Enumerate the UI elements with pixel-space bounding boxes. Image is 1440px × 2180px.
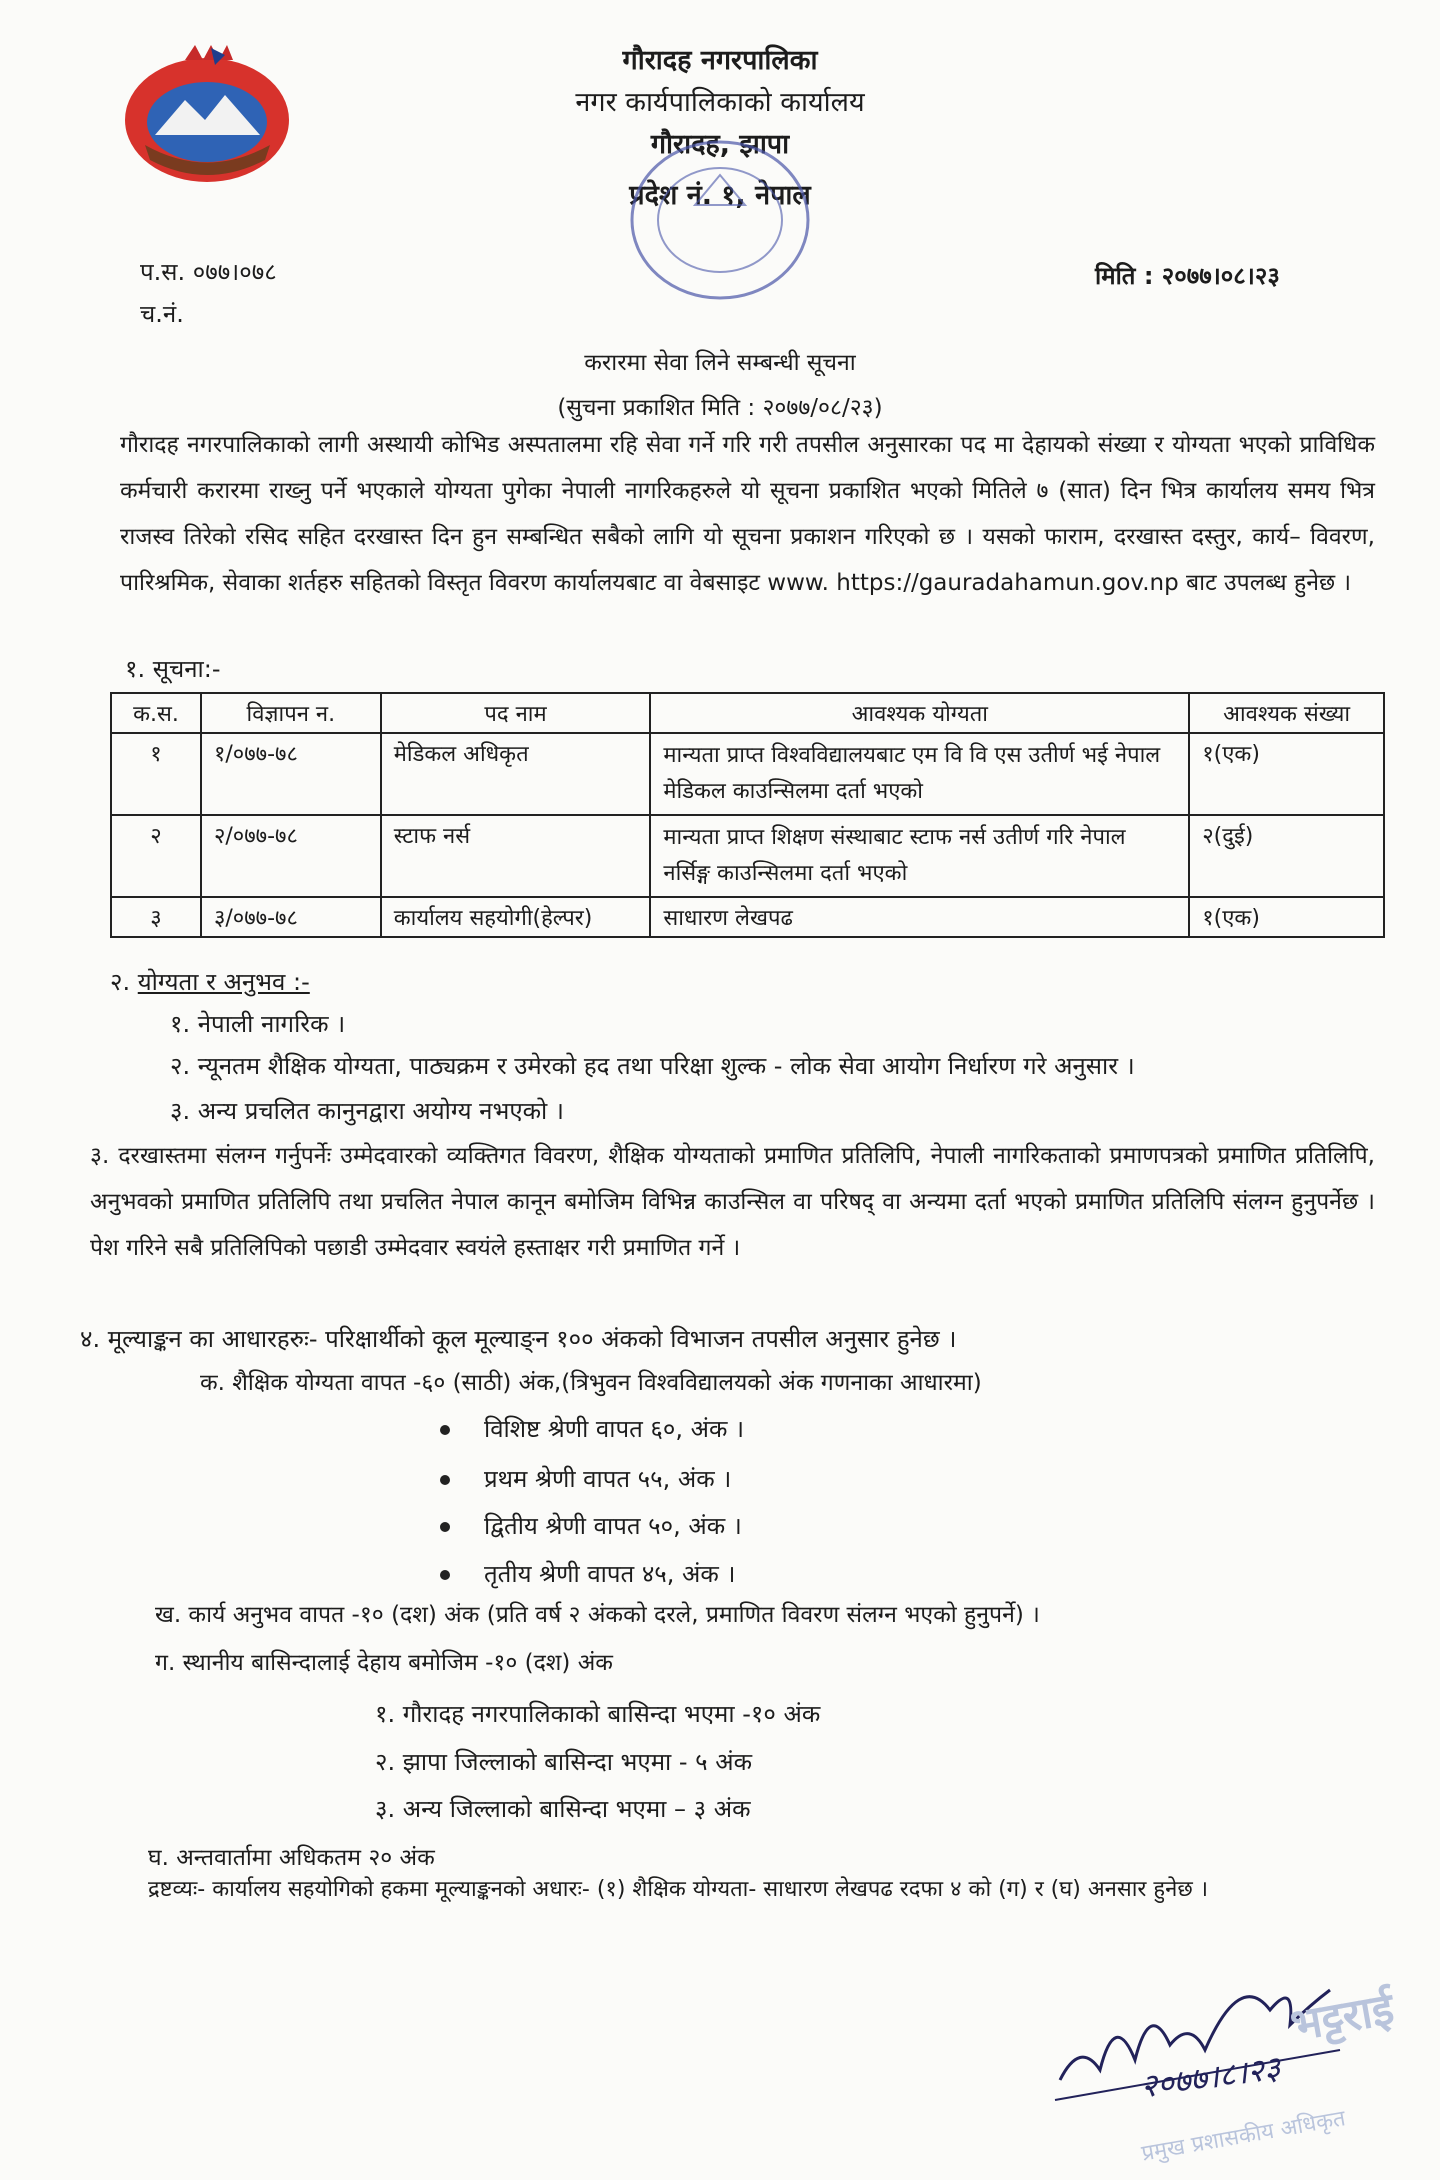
column-header-count: आवश्यक संख्या xyxy=(1189,693,1384,733)
notice-title: करारमा सेवा लिने सम्बन्धी सूचना xyxy=(584,350,856,376)
qualification-item: २. न्यूनतम शैक्षिक योग्यता, पाठ्यक्रम र उमेरको हद तथा परिक्षा शुल्क - लोक सेवा आयोग निर्धारण गरे अनुसार । xyxy=(170,1052,1135,1080)
criteria-interview: घ. अन्तवार्तामा अधिकतम २० अंक xyxy=(148,1845,435,1871)
table-row xyxy=(111,897,1384,937)
grade-item xyxy=(440,1415,744,1444)
column-header-serial: क.स. xyxy=(111,693,201,733)
cell-count: १(एक) xyxy=(1189,733,1384,815)
cell-post-name: कार्यालय सहयोगी(हेल्पर) xyxy=(381,897,651,937)
table-row xyxy=(111,815,1384,897)
residence-item: ३. अन्य जिल्लाको बासिन्दा भएमा – ३ अंक xyxy=(375,1795,751,1823)
cell-post-name: मेडिकल अधिकृत xyxy=(381,733,651,815)
cell-qualification: मान्यता प्राप्त शिक्षण संस्थाबाट स्टाफ नर्स उतीर्ण गरि नेपाल नर्सिङ्ग काउन्सिलमा दर्ता भएको xyxy=(650,815,1189,897)
residence-item: १. गौरादह नगरपालिकाको बासिन्दा भएमा -१० अंक xyxy=(375,1700,821,1728)
qualification-item: ३. अन्य प्रचलित कानुनद्वारा अयोग्य नभएको । xyxy=(170,1097,564,1125)
note-paragraph: द्रष्टव्यः- कार्यालय सहयोगिको हकमा मूल्याङ्कनको अधारः- (१) शैक्षिक योग्यता- साधारण लेखपढ रदफा ४ को (ग) र (घ) अनसार हुनेछ । xyxy=(148,1877,1209,1902)
criteria-education: क. शैक्षिक योग्यता वापत -६० (साठी) अंक,(त्रिभुवन विश्वविद्यालयको अंक गणनाका आधारमा) xyxy=(200,1370,982,1396)
notice-published-date: (सुचना प्रकाशित मिति : २०७७/०८/२३) xyxy=(557,395,883,421)
municipality-name: गौरादह नगरपालिका xyxy=(622,45,818,76)
cell-qualification: मान्यता प्राप्त विश्वविद्यालयबाट एम वि वि एस उतीर्ण भई नेपाल मेडिकल काउन्सिलमा दर्ता भएको xyxy=(650,733,1189,815)
residence-item: २. झापा जिल्लाको बासिन्दा भएमा - ५ अंक xyxy=(375,1748,753,1776)
grade-item xyxy=(440,1465,731,1494)
signatory-seal-title: प्रमुख प्रशासकीय अधिकृत xyxy=(1139,2106,1348,2167)
criteria-residence: ग. स्थानीय बासिन्दालाई देहाय बमोजिम -१० (दश) अंक xyxy=(155,1650,613,1676)
reference-number: प.स. ०७७।०७८ xyxy=(140,258,277,286)
cell-ad-number: २/०७७-७८ xyxy=(201,815,381,897)
section-3-paragraph: ३. दरखास्तमा संलग्न गर्नुपर्नेः उम्मेदवारको व्यक्तिगत विवरण, शैक्षिक योग्यताको प्रमाणित प्रतिलिपि, नेपाली नागरिकताको प्रमाणपत्रको प्रमाणित प्रतिलिपि, अनुभवको प्रमाणित प्रतिलिपि तथा प्रचलित नेपाल कानून बमोजिम विभिन्न काउन्सिल वा परिषद् वा अन्यमा दर्ता भएको प्रमाणित प्रतिलिपि संलग्न हुनुपर्नेछ ।पेश गरिने सबै प्रतिलिपिको पछाडी उम्मेदवार स्वयंले हस्ताक्षर गरी प्रमाणित गर्ने । xyxy=(90,1143,1375,1261)
grade-label: द्वितीय श्रेणी वापत ५०, अंक । xyxy=(484,1512,742,1540)
office-stamp xyxy=(625,135,815,305)
cell-serial: ३ xyxy=(111,897,201,937)
cell-serial: १ xyxy=(111,733,201,815)
qualification-item: १. नेपाली नागरिक । xyxy=(170,1010,346,1038)
cell-qualification: साधारण लेखपढ xyxy=(650,897,1189,937)
bullet-icon xyxy=(440,1475,450,1485)
cell-ad-number: ३/०७७-७८ xyxy=(201,897,381,937)
section-1-heading: १. सूचना:- xyxy=(125,655,221,683)
section-2-number: २. xyxy=(110,968,131,996)
cell-serial: २ xyxy=(111,815,201,897)
table-header-row xyxy=(111,693,1384,733)
grade-label: विशिष्ट श्रेणी वापत ६०, अंक । xyxy=(484,1415,745,1443)
section-2-heading xyxy=(110,968,310,997)
column-header-qualification: आवश्यक योग्यता xyxy=(650,693,1189,733)
grade-item xyxy=(440,1560,736,1589)
column-header-post-name: पद नाम xyxy=(381,693,651,733)
cell-count: २(दुई) xyxy=(1189,815,1384,897)
bullet-icon xyxy=(440,1570,450,1580)
section-4-heading: ४. मूल्याङ्कन का आधारहरुः- परिक्षार्थीको कूल मूल्याङ्न १०० अंकको विभाजन तपसील अनुसार हुनेछ । xyxy=(80,1325,957,1353)
province-line: प्रदेश नं. १, नेपाल xyxy=(629,180,811,211)
grade-item xyxy=(440,1512,742,1541)
bullet-icon xyxy=(440,1522,450,1532)
cell-post-name: स्टाफ नर्स xyxy=(381,815,651,897)
office-location: गौरादह, झापा xyxy=(650,129,790,160)
section-2-title: योग्यता र अनुभव :- xyxy=(137,968,310,996)
table-row xyxy=(111,733,1384,815)
issue-date: मिति : २०७७।०८।२३ xyxy=(1095,262,1280,290)
office-name: नगर कार्यपालिकाको कार्यालय xyxy=(575,87,865,118)
vacancy-table xyxy=(110,692,1385,938)
dispatch-number: च.नं. xyxy=(140,300,184,328)
cell-count: १(एक) xyxy=(1189,897,1384,937)
grade-label: प्रथम श्रेणी वापत ५५, अंक । xyxy=(484,1465,732,1493)
intro-paragraph: गौरादह नगरपालिकाको लागी अस्थायी कोभिड अस्पतालमा रहि सेवा गर्ने गरि गरी तपसील अनुसारका पद मा देहायको संख्या र योग्यता भएको प्राविधिक कर्मचारी करारमा राख्नु पर्ने भएकाले योग्यता पुगेका नेपाली नागरिकहरुले यो सूचना प्रकाशित भएको मितिले ७ (सात) दिन भित्र कार्यालय समय भित्र राजस्व तिरेको रसिद सहित दरखास्त दिन हुन सम्बन्धित सबैको लागि यो सूचना प्रकाशन गरिएको छ । यसको फाराम, दरखास्त दस्तुर, कार्य– विवरण, पारिश्रमिक, सेवाका शर्तहरु सहितको विस्तृत विवरण कार्यालयबाट वा वेबसाइट www. https://gauradahamun.gov.np बाट उपलब्ध हुनेछ । xyxy=(120,432,1375,596)
signature-date: २०७७।८।२३ xyxy=(1138,2048,1283,2106)
signatory-seal-name: भट्टराई xyxy=(1286,1983,1398,2052)
cell-ad-number: १/०७७-७८ xyxy=(201,733,381,815)
grade-label: तृतीय श्रेणी वापत ४५, अंक । xyxy=(484,1560,736,1588)
bullet-icon xyxy=(440,1425,450,1435)
column-header-ad-number: विज्ञापन न. xyxy=(201,693,381,733)
criteria-experience: ख. कार्य अनुभव वापत -१० (दश) अंक (प्रति वर्ष २ अंकको दरले, प्रमाणित विवरण संलग्न भएको हुनुपर्ने) । xyxy=(155,1602,1040,1628)
